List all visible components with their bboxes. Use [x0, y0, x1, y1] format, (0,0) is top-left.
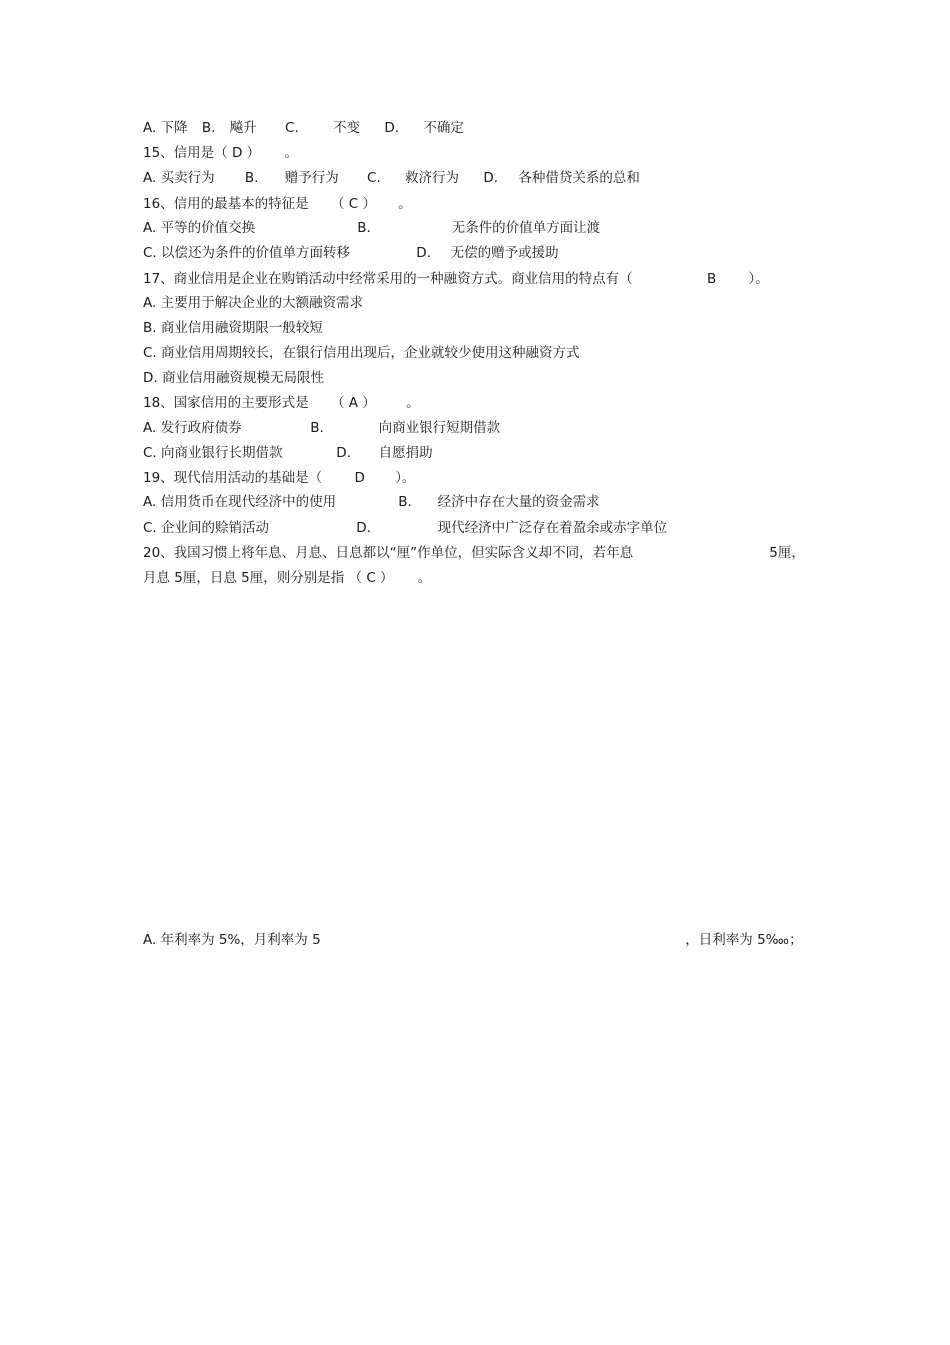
answer-mark: B — [706, 271, 717, 287]
option-d-text: 不确定 — [423, 120, 464, 136]
question-text: 18、国家信用的主要形式是 — [143, 395, 309, 411]
option-d-text: 自愿捐助 — [378, 445, 433, 461]
q16-options-ab — [143, 218, 600, 238]
option-b-text: 向商业银行短期借款 — [378, 420, 501, 436]
answer-mark: （ A ） — [330, 395, 376, 411]
option-d-text: 现代经济中广泛存在着盈余或赤字单位 — [437, 520, 668, 536]
q15-options — [143, 168, 640, 188]
option-b-label: B. — [310, 420, 324, 436]
option-a: A. 发行政府债券 — [143, 420, 242, 436]
q15-stem — [143, 143, 298, 163]
question-end: 。 — [398, 196, 412, 212]
option-c-label: C. — [285, 120, 299, 136]
q16-stem — [143, 194, 412, 214]
question-text-end: 5厘， — [769, 545, 805, 561]
question-end: 。 — [417, 570, 432, 586]
option-d-label: D. — [336, 445, 351, 461]
option-c: C. 向商业银行长期借款 — [143, 445, 283, 461]
option-a-left: A. 年利率为 5%，月利率为 5 — [143, 932, 321, 948]
question-end: ）。 — [395, 470, 416, 486]
option-b-text: 经济中存在大量的资金需求 — [437, 494, 600, 510]
option-b-text: 飚升 — [229, 120, 257, 136]
question-text: 15、信用是（ D ） — [143, 145, 261, 161]
q17-option-d: D. 商业信用融资规模无局限性 — [143, 370, 324, 386]
option-c: C. 以偿还为条件的价值单方面转移 — [143, 245, 351, 261]
q17-option-a: A. 主要用于解决企业的大额融资需求 — [143, 295, 364, 311]
q19-stem — [143, 468, 415, 488]
q17-option-c: C. 商业信用周期较长，在银行信用出现后，企业就较少使用这种融资方式 — [143, 345, 580, 361]
option-b-label: B. — [201, 120, 216, 136]
option-c-label: C. — [367, 170, 381, 186]
question-text: 17、商业信用是企业在购销活动中经常采用的一种融资方式。商业信用的特点有（ — [143, 271, 633, 287]
question-text: 19、现代信用活动的基础是（ — [143, 470, 323, 486]
option-a: A. 下降 — [143, 120, 188, 136]
option-b-text: 赠予行为 — [284, 170, 339, 186]
q19-options-cd — [143, 518, 667, 538]
option-c: C. 企业间的赊销活动 — [143, 520, 270, 536]
option-b-label: B. — [244, 170, 259, 186]
q18-options-ab — [143, 418, 500, 438]
option-c-text: 不变 — [333, 120, 361, 136]
option-a: A. 平等的价值交换 — [143, 220, 256, 236]
q20-option-a — [143, 930, 803, 950]
option-b-label: B. — [398, 494, 412, 510]
q20-stem-line1 — [143, 543, 805, 563]
answer-mark: D — [354, 470, 365, 486]
q18-stem — [143, 393, 420, 413]
option-d-text: 各种借贷关系的总和 — [518, 170, 640, 186]
q16-options-cd — [143, 243, 559, 263]
question-text: 月息 5厘，日息 5厘，则分别是指 （ C ） — [143, 570, 394, 586]
answer-mark: （ C ） — [330, 196, 376, 212]
option-a: A. 信用货币在现代经济中的使用 — [143, 494, 337, 510]
option-d-label: D. — [384, 120, 400, 136]
q17-stem — [143, 269, 769, 289]
question-text: 16、信用的最基本的特征是 — [143, 196, 309, 212]
q18-options-cd — [143, 443, 433, 463]
option-d-label: D. — [483, 170, 499, 186]
q19-options-ab — [143, 492, 600, 512]
q17-option-b: B. 商业信用融资期限一般较短 — [143, 320, 323, 336]
q14-options — [143, 118, 464, 138]
option-d-label: D. — [416, 245, 431, 261]
option-c-text: 救济行为 — [405, 170, 460, 186]
question-end: 。 — [284, 145, 298, 161]
option-a-right: ，日利率为 5‱； — [685, 932, 803, 948]
question-end: ）。 — [748, 271, 769, 287]
option-d-label: D. — [356, 520, 371, 536]
option-a: A. 买卖行为 — [143, 170, 215, 186]
question-text: 20、我国习惯上将年息、月息、日息都以“厘”作单位，但实际含义却不同，若年息 — [143, 545, 634, 561]
option-b-text: 无条件的价值单方面让渡 — [451, 220, 601, 236]
question-end: 。 — [406, 395, 420, 411]
option-b-label: B. — [357, 220, 371, 236]
option-d-text: 无偿的赠予或援助 — [450, 245, 559, 261]
q20-stem-line2 — [143, 568, 431, 588]
